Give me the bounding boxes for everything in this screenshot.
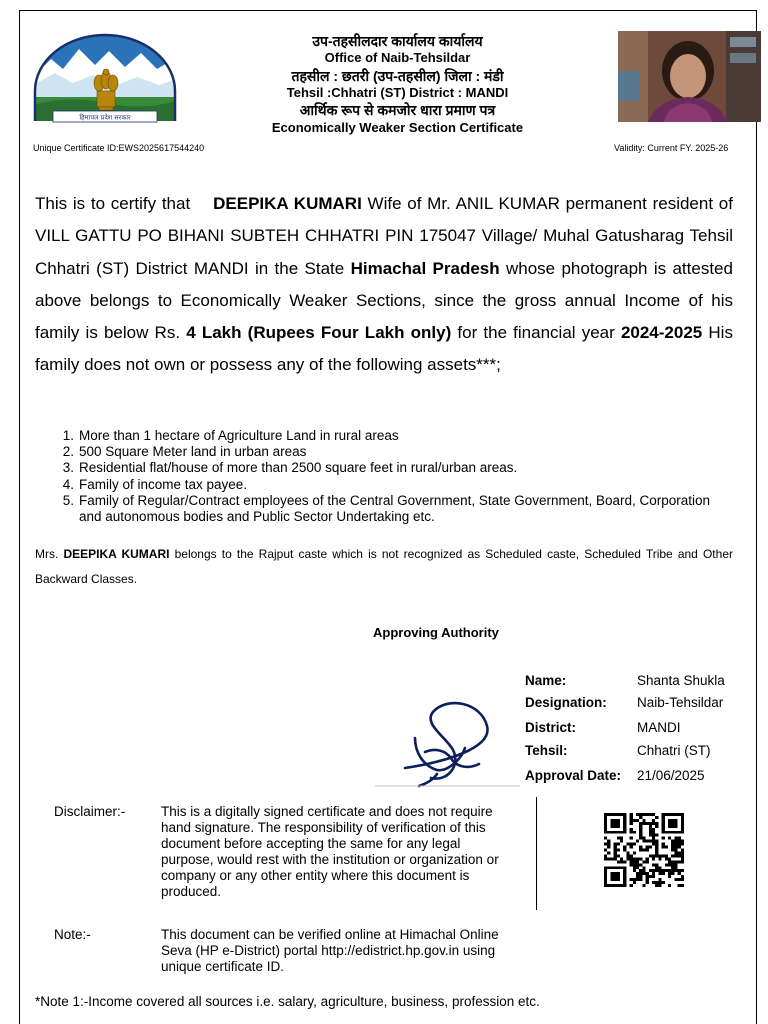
list-item-text: Family of Regular/Contract employees of the Central Government, State Government, Board, Corporation and autonomous bodies and Public Sector Undertaking etc. — [79, 492, 711, 525]
detail-label: Approval Date: — [525, 768, 622, 783]
list-item-number: 1. — [62, 428, 74, 443]
page-border-top — [19, 10, 757, 11]
list-item-text: Family of income tax payee. — [79, 476, 248, 492]
detail-value: 21/06/2025 — [637, 768, 705, 783]
disclaimer-label: Disclaimer:- — [54, 804, 126, 819]
detail-value: Shanta Shukla — [637, 673, 725, 688]
body-text-4: for the financial year — [457, 323, 615, 343]
detail-value: Chhatri (ST) — [637, 743, 711, 758]
location-hindi: तहसील : छतरी (उप-तहसील) जिला : मंडी — [291, 68, 504, 84]
income-footnote: *Note 1:-Income covered all sources i.e. salary, agriculture, business, profession etc. — [35, 994, 540, 1009]
assets-list — [50, 428, 730, 525]
list-item-text: Residential flat/house of more than 2500 square feet in rural/urban areas. — [79, 460, 518, 476]
qr-code — [604, 813, 684, 887]
body-text-5: His family does not own or possess any of the following assets***; — [35, 323, 733, 375]
note-label: Note:- — [54, 927, 91, 942]
certification-paragraph — [35, 188, 733, 382]
location-text: Tehsil :Chhatri (ST) District : MANDI — [286, 85, 509, 100]
unique-certificate-id: Unique Certificate ID:EWS2025617544240 — [33, 143, 205, 153]
note-text: This document can be verified online at Himachal Online Seva (HP e-District) portal http://edistrict.hp.gov.in using unique certificate ID. — [161, 927, 499, 974]
list-item — [50, 477, 730, 493]
certificate-title-hindi: आर्थिक रूप से कमजोर धारा प्रमाण पत्र — [299, 102, 496, 118]
list-item — [50, 428, 730, 444]
list-item — [50, 493, 730, 525]
list-item-number: 5. — [62, 492, 74, 508]
detail-value: Naib-Tehsildar — [637, 695, 724, 710]
income-limit: 4 Lakh (Rupees Four Lakh only) — [186, 323, 452, 343]
detail-label: Designation: — [525, 695, 607, 710]
validity: Validity: Current FY. 2025-26 — [614, 143, 729, 153]
page-border-right — [756, 10, 757, 1024]
certificate-title: Economically Weaker Section Certificate — [271, 120, 524, 135]
office-title-hindi: उप-तहसीलदार कार्यालय कार्यालय — [312, 33, 483, 49]
list-item-text: More than 1 hectare of Agriculture Land in rural areas — [79, 428, 399, 443]
signature — [375, 690, 520, 790]
detail-label: District: — [525, 720, 577, 735]
state-name: Himachal Pradesh — [350, 258, 500, 278]
caste-statement — [35, 542, 733, 592]
list-item-number: 2. — [62, 444, 74, 460]
applicant-photograph — [618, 31, 761, 122]
list-item — [50, 444, 730, 460]
disclaimer-text: This is a digitally signed certificate and does not require hand signature. The responsibility of verification of this document before accepting the same for any legal purpose, would rest with the institution or organization or company or any other entity where this document is produced. — [161, 804, 499, 899]
list-item — [50, 460, 730, 476]
detail-label: Name: — [525, 673, 567, 688]
caste-prefix: Mrs. — [35, 547, 59, 561]
caste-applicant-name: DEEPIKA KUMARI — [63, 547, 170, 561]
body-text-2: Wife of Mr. ANIL KUMAR permanent resident of VILL GATTU PO BIHANI SUBTEH CHHATRI PIN 175047 Village/ Muhal Gatusharag Tehsil Chhatri (ST) District MANDI in the State — [35, 194, 733, 278]
caste-text: belongs to the Rajput caste which is not recognized as Scheduled caste, Scheduled Tribe and Other Backward Classes. — [35, 547, 733, 586]
list-item-number: 3. — [62, 460, 74, 476]
government-emblem-logo — [33, 33, 177, 123]
page-border-left — [19, 10, 20, 1024]
body-text-3: whose photograph is attested above belongs to Economically Weaker Sections, since the gross annual Income of his family is below Rs. — [35, 258, 733, 343]
body-text-1: This is to certify that — [35, 194, 191, 213]
financial-year: 2024-2025 — [620, 323, 703, 343]
divider-line — [536, 797, 537, 910]
office-title: Office of Naib-Tehsildar — [324, 50, 471, 65]
approving-authority-heading: Approving Authority — [373, 625, 499, 640]
logo-caption: हिमाचल प्रदेश सरकार — [79, 113, 131, 122]
detail-value: MANDI — [637, 720, 681, 735]
applicant-name: DEEPIKA KUMARI — [213, 194, 362, 213]
detail-label: Tehsil: — [525, 743, 568, 758]
list-item-number: 4. — [62, 476, 74, 492]
list-item-text: 500 Square Meter land in urban areas — [79, 444, 307, 460]
